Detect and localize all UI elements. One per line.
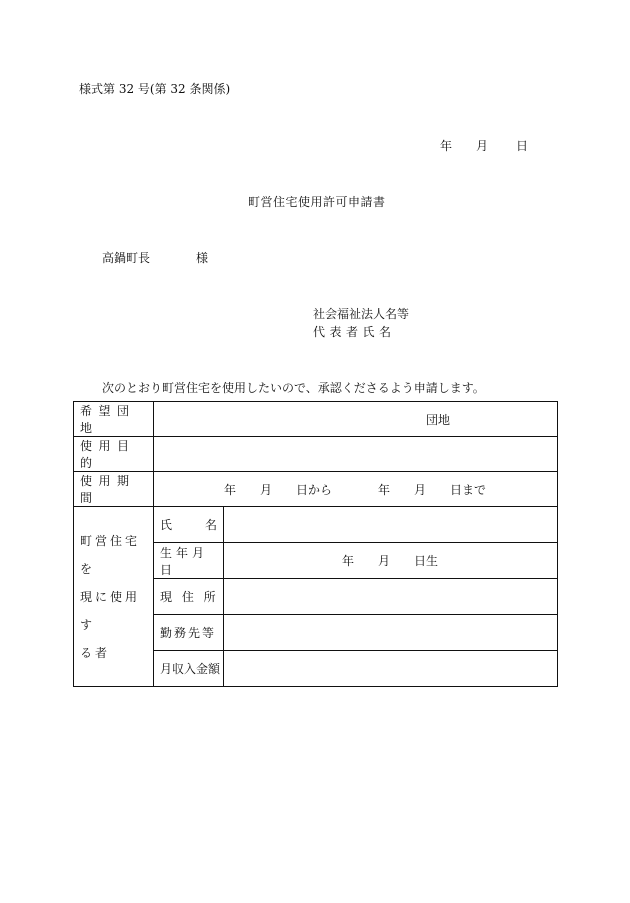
addressee [102,249,208,266]
user-income-label: 月収入金額 [154,651,224,687]
applicant-org-label: 社会福祉法人名等 [313,307,410,321]
user-name-label-a: 氏 [160,518,173,532]
period-year1: 年 [224,482,237,497]
user-workplace-field[interactable] [224,615,558,651]
period-month2: 月 [414,482,427,497]
user-birth-year: 年 [342,554,355,568]
user-workplace-label: 勤務先等 [154,615,224,651]
user-birth-field[interactable] [224,543,558,579]
date-year-label: 年 [440,139,453,153]
desired-complex-suffix: 団地 [426,412,451,427]
purpose-field[interactable] [154,437,558,472]
current-user-label-line2: 現に使用す [80,589,141,632]
addressee-name: 高鍋町長 [102,251,151,265]
period-label: 使用期間 [74,472,154,507]
user-birth-day: 日生 [414,554,439,568]
user-birth-month: 月 [378,554,391,568]
row-desired-complex [74,402,558,437]
user-address-field[interactable] [224,579,558,615]
application-table [73,401,558,687]
date-month-label: 月 [476,139,489,153]
desired-complex-label: 希望団地 [74,402,154,437]
period-month1: 月 [260,482,273,497]
date-day-label: 日 [516,139,529,153]
period-field[interactable] [154,472,558,507]
current-user-label-line3: る者 [80,645,111,660]
request-text: 次のとおり町営住宅を使用したいので、承認くださるよう申請します。 [102,381,485,395]
desired-complex-field[interactable] [154,402,558,437]
user-name-label [154,507,224,543]
form-number: 様式第 32 号(第 32 条関係) [79,82,231,96]
user-income-field[interactable] [224,651,558,687]
document-title: 町営住宅使用許可申請書 [248,195,386,209]
user-birth-label: 生年月日 [154,543,224,579]
period-from: 日から [296,482,333,497]
current-user-label-line1: 町営住宅を [80,533,141,576]
purpose-label: 使用目的 [74,437,154,472]
applicant-rep-label: 代表者氏名 [313,325,396,339]
row-purpose [74,437,558,472]
user-name-field[interactable] [224,507,558,543]
user-address-label: 現 住 所 [154,579,224,615]
date-line [440,137,528,154]
period-until: 日まで [450,482,487,497]
row-period [74,472,558,507]
period-year2: 年 [378,482,391,497]
addressee-honorific: 様 [196,251,209,265]
current-user-label [74,507,154,687]
user-name-label-b: 名 [204,518,217,532]
row-user-name [74,507,558,543]
